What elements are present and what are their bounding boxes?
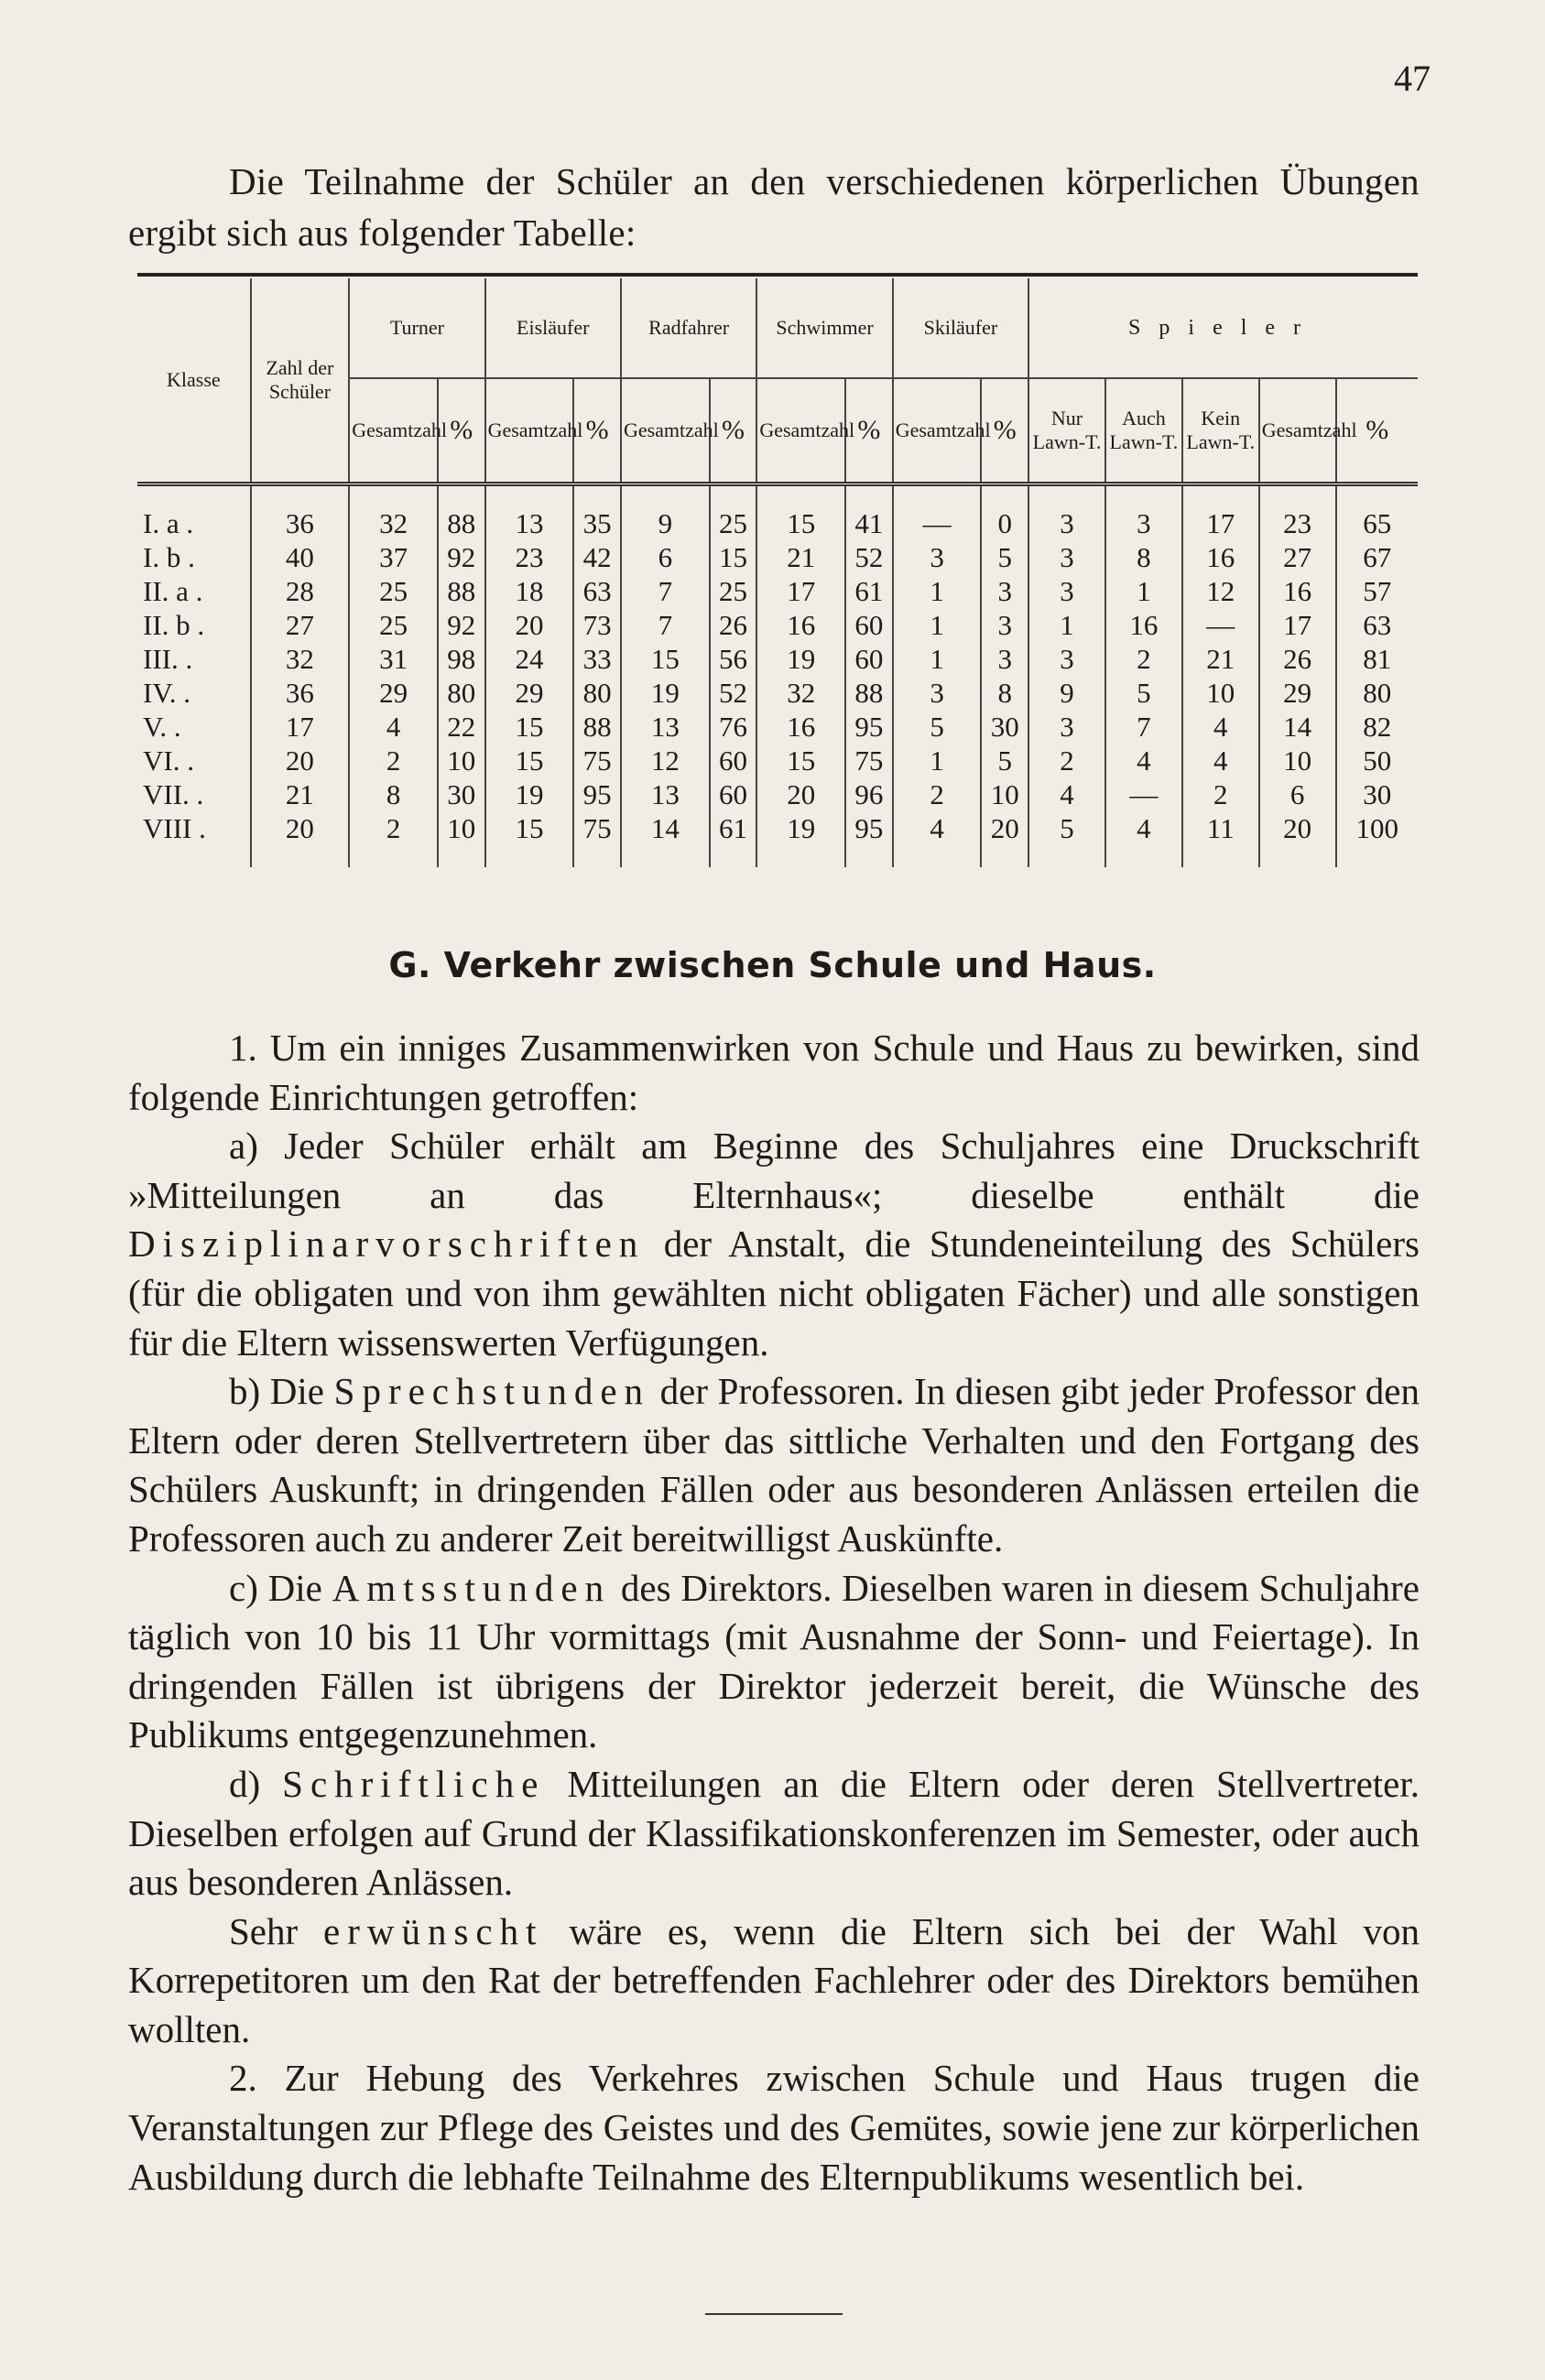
sub-percent: % (438, 378, 485, 484)
sub-gesamtzahl: Gesamtzahl (485, 378, 574, 484)
header-radfahrer: Radfahrer (621, 278, 756, 378)
table-cell: 1 (1028, 608, 1105, 642)
table-cell: 31 (349, 642, 438, 676)
table-cell: 30 (1336, 777, 1418, 811)
header-turner: Turner (349, 278, 484, 378)
table-cell: 10 (1259, 744, 1336, 777)
spaced-term: erwünscht (323, 1909, 544, 1952)
table-cell: 6 (621, 540, 710, 574)
table-cell: 95 (573, 777, 621, 811)
table-cell: 15 (485, 744, 574, 777)
table-cell: 26 (710, 608, 757, 642)
header-eislaeufer: Eisläufer (485, 278, 621, 378)
table-cell: 10 (438, 744, 485, 777)
paragraph-1: 1. Um ein inniges Zusammenwirken von Schule und Haus zu bewirken, sind folgende Einrichtungen getroffen: (128, 1027, 1420, 1118)
table-cell: 25 (349, 608, 438, 642)
table-cell: 3 (1028, 506, 1105, 540)
table-cell: 60 (845, 642, 893, 676)
table-cell: 80 (438, 676, 485, 710)
table-cell: 15 (621, 642, 710, 676)
table-row (137, 811, 1418, 867)
table-cell: 7 (621, 608, 710, 642)
table-cell: 3 (981, 574, 1028, 608)
table-cell: 27 (1259, 540, 1336, 574)
table-cell: 16 (756, 710, 845, 744)
table-cell: — (893, 506, 982, 540)
table-cell: 0 (981, 506, 1028, 540)
table-cell: 2 (1028, 744, 1105, 777)
table-cell: 20 (251, 811, 350, 867)
table-cell: 3 (1028, 710, 1105, 744)
table-cell: 56 (710, 642, 757, 676)
sub-percent: % (710, 378, 757, 484)
table-cell: 3 (981, 642, 1028, 676)
table-cell: 12 (1182, 574, 1259, 608)
footer-rule (705, 2313, 843, 2315)
table-cell: 17 (1259, 608, 1336, 642)
table-cell: 4 (1105, 744, 1182, 777)
table-cell: 21 (756, 540, 845, 574)
table-cell: 5 (1105, 676, 1182, 710)
table-cell: 40 (251, 540, 350, 574)
exercise-participation-table (137, 273, 1418, 867)
class-label-cell: I. b . (143, 541, 195, 573)
table-cell: 4 (1182, 744, 1259, 777)
table-cell: 88 (438, 574, 485, 608)
table-cell: 18 (485, 574, 574, 608)
table-cell: 3 (1028, 642, 1105, 676)
table-cell: 88 (845, 676, 893, 710)
table-cell: 50 (1336, 744, 1418, 777)
table-cell: 13 (621, 777, 710, 811)
table-cell: 2 (893, 777, 982, 811)
table-cell: 9 (1028, 676, 1105, 710)
sub-auch-lawn-tennis: Auch Lawn-T. (1105, 378, 1182, 484)
sub-gesamtzahl: Gesamtzahl (756, 378, 845, 484)
table-cell: 75 (845, 744, 893, 777)
table-cell: 23 (1259, 506, 1336, 540)
sub-percent: % (981, 378, 1028, 484)
table-cell: 63 (573, 574, 621, 608)
section-heading: G. Verkehr zwischen Schule und Haus. (388, 945, 1157, 985)
table-cell: 25 (710, 574, 757, 608)
sub-percent: % (845, 378, 893, 484)
table-cell: 4 (1182, 710, 1259, 744)
table-cell: 17 (756, 574, 845, 608)
table-cell: 17 (251, 710, 350, 744)
table-cell: 9 (621, 506, 710, 540)
table-cell: 7 (1105, 710, 1182, 744)
class-label-cell: VII. . (143, 778, 204, 810)
table-cell: 25 (710, 506, 757, 540)
table-cell: 1 (893, 744, 982, 777)
table-cell: 52 (710, 676, 757, 710)
table-cell: 67 (1336, 540, 1418, 574)
table-cell: 3 (981, 608, 1028, 642)
table-row (137, 676, 1418, 710)
table-cell: 29 (349, 676, 438, 710)
table-cell: 16 (1259, 574, 1336, 608)
table-cell: 5 (981, 540, 1028, 574)
table-cell: 88 (438, 506, 485, 540)
table-cell: 2 (1182, 777, 1259, 811)
table-cell: 80 (573, 676, 621, 710)
table-cell: 5 (1028, 811, 1105, 867)
class-label-cell: V. . (143, 711, 181, 743)
table-cell: 27 (251, 608, 350, 642)
class-label-cell: VIII . (143, 812, 206, 844)
class-label-cell: I. a . (143, 507, 194, 539)
table-cell: 61 (710, 811, 757, 867)
paragraph-d: d) Schriftliche Mitteilungen an die Eltern oder deren Stellvertreter. Dieselben erfolgen auf Grund der Klassifikationskonferenzen im Semester, oder auch aus besonderen Anlässen. (128, 1762, 1420, 1904)
table-cell: 32 (349, 506, 438, 540)
table-cell: 2 (349, 744, 438, 777)
body-text (128, 1024, 1420, 2201)
table-cell: 76 (710, 710, 757, 744)
table-cell: 52 (845, 540, 893, 574)
table-cell: 13 (621, 710, 710, 744)
table-cell: 1 (893, 608, 982, 642)
sub-gesamtzahl: Gesamtzahl (621, 378, 710, 484)
header-zahl-der-schueler: Zahl der Schüler (251, 278, 350, 484)
table-cell: 1 (893, 642, 982, 676)
table-cell: 20 (251, 744, 350, 777)
table-cell: 14 (1259, 710, 1336, 744)
intro-paragraph (128, 156, 1420, 258)
paragraph-a: a) Jeder Schüler erhält am Beginne des Schuljahres eine Druckschrift »Mitteilungen an das Elternhaus«; dieselbe enthält die Disziplinarvorschriften der Anstalt, die Stundeneinteilung des Schülers (für die obligaten und von ihm gewählten nicht obligaten Fächer) und alle sonstigen für die Eltern wissenswerten Verfügungen. (128, 1125, 1420, 1364)
table-cell: 32 (756, 676, 845, 710)
table-cell: 15 (756, 506, 845, 540)
table-cell: 19 (621, 676, 710, 710)
table-row (137, 710, 1418, 744)
table-cell: 32 (251, 642, 350, 676)
table-cell: 24 (485, 642, 574, 676)
table-cell: 36 (251, 506, 350, 540)
table-cell: 63 (1336, 608, 1418, 642)
header-schwimmer: Schwimmer (756, 278, 892, 378)
paragraph-b: b) Die Sprechstunden der Professoren. In diesen gibt jeder Professor den Eltern oder deren Stellvertretern über das sittliche Verhalten und den Fortgang des Schülers Auskunft; in dringenden Fällen oder aus besonderen Anlässen erteilen die Professoren auch zu anderer Zeit bereitwilligst Auskünfte. (128, 1370, 1420, 1559)
class-label-cell: IV. . (143, 677, 190, 709)
table-cell: 92 (438, 608, 485, 642)
table-cell: 16 (756, 608, 845, 642)
table-cell: 1 (1105, 574, 1182, 608)
table-row (137, 574, 1418, 608)
table-cell: 3 (1028, 540, 1105, 574)
table-cell: 60 (710, 744, 757, 777)
table-cell: 4 (1105, 811, 1182, 867)
sub-nur-lawn-tennis: Nur Lawn-T. (1028, 378, 1105, 484)
table-row (137, 540, 1418, 574)
class-label-cell: VI. . (143, 744, 194, 777)
table-cell: 4 (893, 811, 982, 867)
table-cell: 92 (438, 540, 485, 574)
table-top-rule (137, 273, 1418, 277)
table-cell: 25 (349, 574, 438, 608)
intro-text: Die Teilnahme der Schüler an den verschiedenen körperlichen Übungen ergibt sich aus folgender Tabelle: (128, 160, 1420, 254)
table-cell: 21 (1182, 642, 1259, 676)
page-number: 47 (1394, 58, 1431, 99)
table-cell: 20 (485, 608, 574, 642)
table-cell: 5 (893, 710, 982, 744)
table-cell: 29 (485, 676, 574, 710)
table-cell: 12 (621, 744, 710, 777)
table-cell: 36 (251, 676, 350, 710)
spaced-term: Amtsstunden (332, 1566, 612, 1609)
table-cell: 88 (573, 710, 621, 744)
table-cell: 33 (573, 642, 621, 676)
header-klasse: Klasse (167, 368, 221, 391)
table-cell: 75 (573, 811, 621, 867)
table-row (137, 608, 1418, 642)
spaced-term: Schriftliche (282, 1762, 546, 1805)
table-cell: 19 (485, 777, 574, 811)
table-cell: 2 (1105, 642, 1182, 676)
table-cell: 14 (621, 811, 710, 867)
table-cell: 16 (1105, 608, 1182, 642)
table-cell: 95 (845, 811, 893, 867)
table-cell: 3 (1028, 574, 1105, 608)
table-cell: 1 (893, 574, 982, 608)
table-cell: 98 (438, 642, 485, 676)
table-cell: 95 (845, 710, 893, 744)
table-cell: 17 (1182, 506, 1259, 540)
table-cell: 15 (710, 540, 757, 574)
paragraph-e: Sehr erwünscht wäre es, wenn die Eltern sich bei der Wahl von Korrepetitoren um den Rat der betreffenden Fachlehrer oder des Direktors bemühen wollten. (128, 1909, 1420, 2050)
table-cell: 3 (893, 676, 982, 710)
sub-gesamtzahl: Gesamtzahl (893, 378, 982, 484)
table-cell: 15 (485, 811, 574, 867)
header-spieler: Spieler (1028, 278, 1418, 378)
table-row (137, 744, 1418, 777)
table-cell: 10 (438, 811, 485, 867)
table-cell: 4 (349, 710, 438, 744)
table-cell: 8 (981, 676, 1028, 710)
table-cell: 26 (1259, 642, 1336, 676)
paragraph-2: 2. Zur Hebung des Verkehres zwischen Schule und Haus trugen die Veranstaltungen zur Pflege des Geistes und des Gemütes, sowie jene zur körperlichen Ausbildung durch die lebhafte Teilnahme des Elternpublikums wesentlich bei. (128, 2057, 1420, 2198)
table-cell: 82 (1336, 710, 1418, 744)
table-cell: 41 (845, 506, 893, 540)
table-cell: 29 (1259, 676, 1336, 710)
table-cell: 20 (1259, 811, 1336, 867)
table-cell: 81 (1336, 642, 1418, 676)
sub-spieler-percent: % (1336, 378, 1418, 484)
table-row (137, 506, 1418, 540)
table-cell: 8 (349, 777, 438, 811)
table-cell: 6 (1259, 777, 1336, 811)
sub-percent: % (573, 378, 621, 484)
table-cell: 16 (1182, 540, 1259, 574)
table-cell: 21 (251, 777, 350, 811)
table-cell: 30 (438, 777, 485, 811)
table-cell: 73 (573, 608, 621, 642)
table-cell: 20 (981, 811, 1028, 867)
table-cell: 3 (893, 540, 982, 574)
table-cell: 37 (349, 540, 438, 574)
sub-spieler-gesamtzahl: Gesamtzahl (1259, 378, 1336, 484)
table-cell: — (1182, 608, 1259, 642)
table-cell: 20 (756, 777, 845, 811)
table-cell: 65 (1336, 506, 1418, 540)
table-cell: 23 (485, 540, 574, 574)
table-cell: 61 (845, 574, 893, 608)
table-cell: 10 (1182, 676, 1259, 710)
table-cell: 19 (756, 811, 845, 867)
table-row (137, 777, 1418, 811)
table-cell: 35 (573, 506, 621, 540)
table-cell: 19 (756, 642, 845, 676)
table-cell: 8 (1105, 540, 1182, 574)
table-row (137, 642, 1418, 676)
class-label-cell: II. a . (143, 575, 203, 607)
spaced-term: Disziplinarvorschriften (128, 1223, 646, 1266)
table-cell: 13 (485, 506, 574, 540)
table-cell: 28 (251, 574, 350, 608)
table-cell: 2 (349, 811, 438, 867)
table-cell: 75 (573, 744, 621, 777)
table-cell: 30 (981, 710, 1028, 744)
table-cell: 60 (710, 777, 757, 811)
table-cell: 80 (1336, 676, 1418, 710)
table-cell: — (1105, 777, 1182, 811)
sub-gesamtzahl: Gesamtzahl (349, 378, 438, 484)
table-cell: 10 (981, 777, 1028, 811)
table-cell: 42 (573, 540, 621, 574)
table-cell: 4 (1028, 777, 1105, 811)
header-skilaeufer: Skiläufer (893, 278, 1028, 378)
class-label-cell: II. b . (143, 609, 205, 641)
table-cell: 57 (1336, 574, 1418, 608)
table-cell: 5 (981, 744, 1028, 777)
table-cell: 60 (845, 608, 893, 642)
table-cell: 100 (1336, 811, 1418, 867)
table-cell: 15 (756, 744, 845, 777)
table-cell: 15 (485, 710, 574, 744)
class-label-cell: III. . (143, 643, 193, 675)
sub-kein-lawn-tennis: Kein Lawn-T. (1182, 378, 1259, 484)
table-cell: 96 (845, 777, 893, 811)
paragraph-c: c) Die Amtsstunden des Direktors. Dieselben waren in diesem Schuljahre täglich von 10 bis 11 Uhr vormittags (mit Ausnahme der Sonn- und Feiertage). In dringenden Fällen ist übrigens der Direktor jederzeit bereit, die Wünsche des Publikums entgegenzunehmen. (128, 1566, 1420, 1756)
table-cell: 11 (1182, 811, 1259, 867)
table-cell: 3 (1105, 506, 1182, 540)
table-cell: 22 (438, 710, 485, 744)
table-cell: 7 (621, 574, 710, 608)
spaced-term: Sprechstunden (333, 1370, 651, 1413)
